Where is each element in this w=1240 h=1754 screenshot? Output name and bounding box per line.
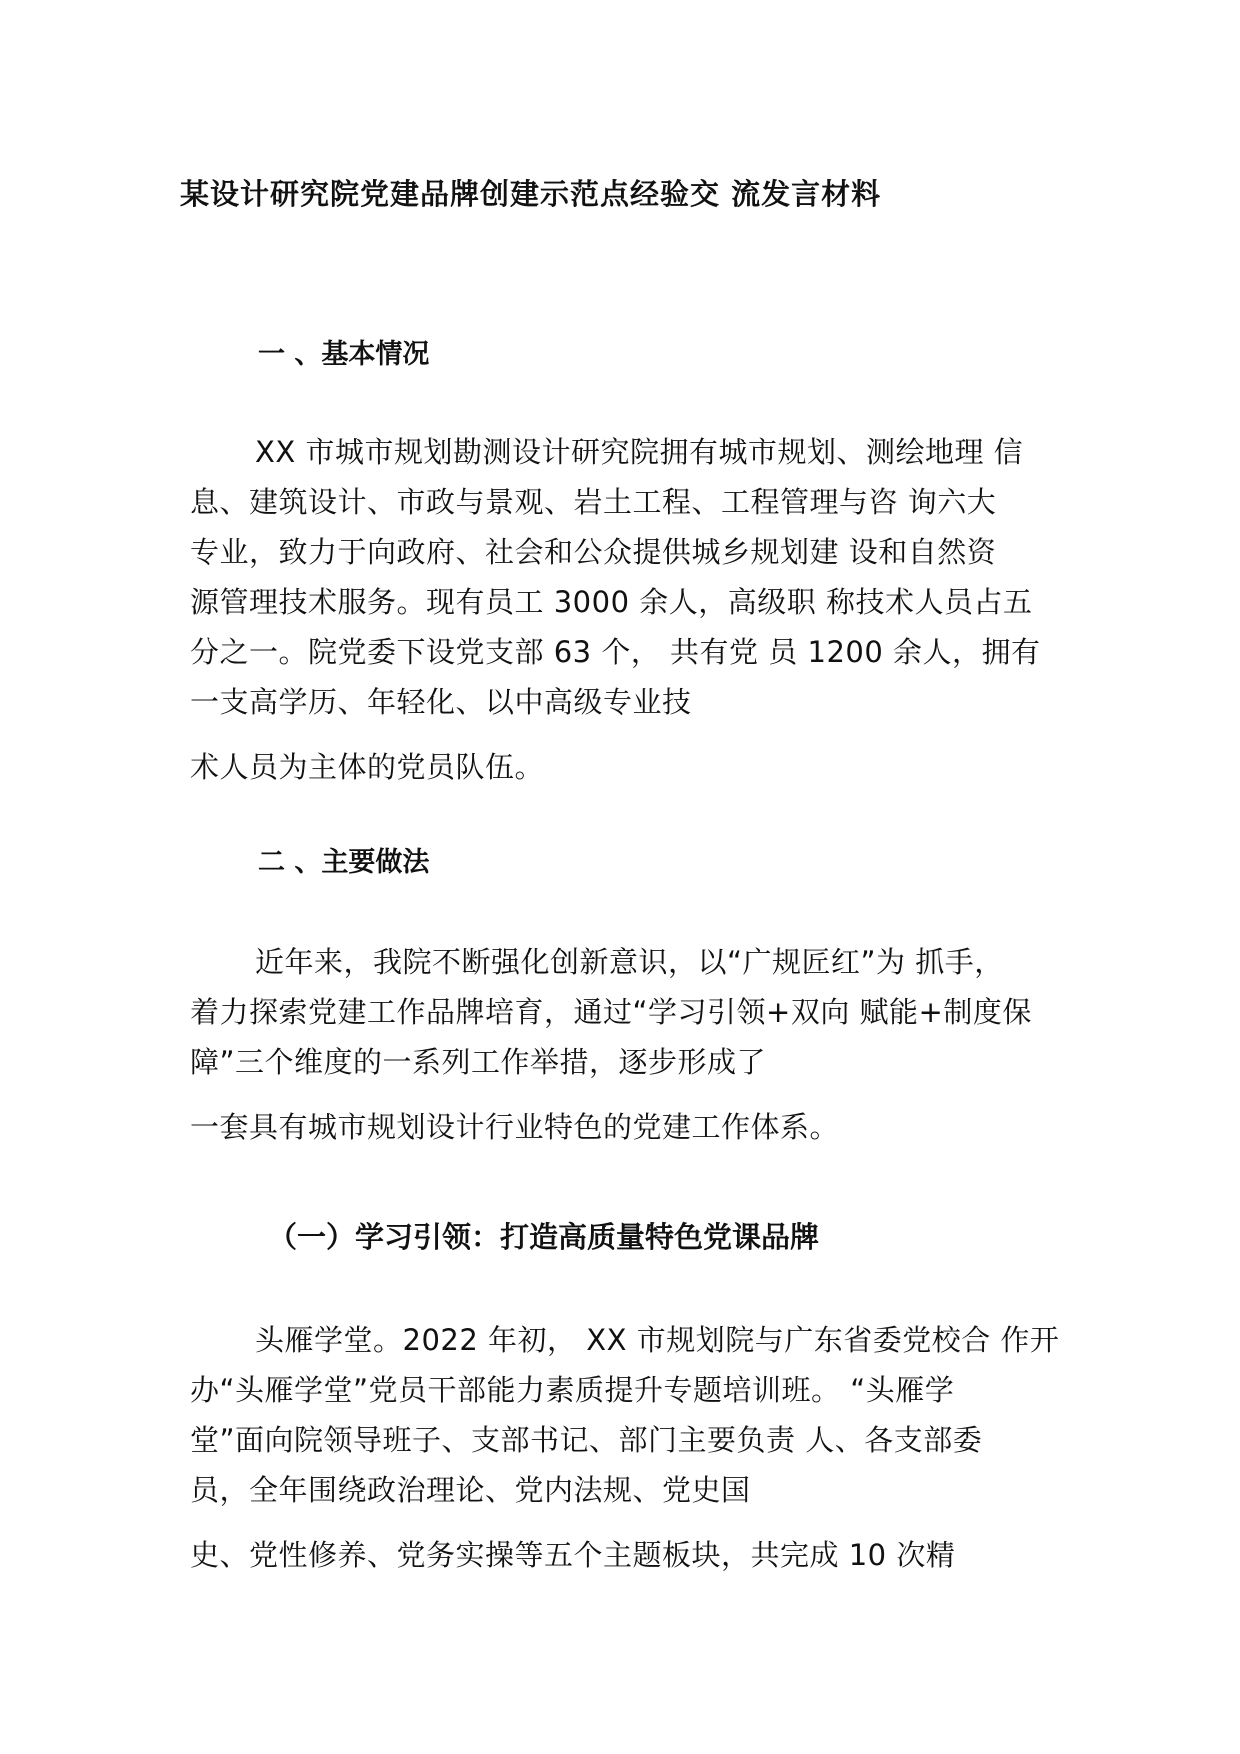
subsection1-heading: （一）学习引领：打造高质量特色党课品牌	[268, 1220, 820, 1254]
section2-line-3: 障”三个维度的一系列工作举措，逐步形成了	[190, 1045, 767, 1079]
section1-line-4: 源管理技术服务。现有员工 3000 余人，高级职 称技术人员占五	[190, 585, 1033, 619]
section2-line-4: 一套具有城市规划设计行业特色的党建工作体系。	[190, 1110, 840, 1144]
subsection1-line-2: 办“头雁学堂”党员干部能力素质提升专题培训班。 “头雁学	[190, 1373, 955, 1407]
section1-line-7: 术人员为主体的党员队伍。	[190, 750, 545, 784]
section1-line-5: 分之一。院党委下设党支部 63 个， 共有党 员 1200 余人，拥有	[190, 635, 1041, 669]
section1-heading: 一 、基本情况	[258, 339, 430, 370]
section2-heading: 二 、主要做法	[258, 847, 430, 878]
subsection1-line-1: 头雁学堂。2022 年初， XX 市规划院与广东省委党校合 作开	[255, 1323, 1060, 1357]
document-title: 某设计研究院党建品牌创建示范点经验交 流发言材料	[180, 177, 882, 211]
section1-line-3: 专业，致力于向政府、社会和公众提供城乡规划建 设和自然资	[190, 535, 997, 569]
section1-line-6: 一支高学历、年轻化、以中高级专业技	[190, 685, 692, 719]
section1-line-1: XX 市城市规划勘测设计研究院拥有城市规划、测绘地理 信	[255, 435, 1024, 469]
subsection1-line-4: 员，全年围绕政治理论、党内法规、党史国	[190, 1473, 751, 1507]
section1-line-2: 息、建筑设计、市政与景观、岩土工程、工程管理与咨 询六大	[190, 485, 997, 519]
section2-line-2: 着力探索党建工作品牌培育，通过“学习引领+双向 赋能+制度保	[190, 995, 1032, 1029]
subsection1-line-3: 堂”面向院领导班子、支部书记、部门主要负责 人、各支部委	[190, 1423, 983, 1457]
subsection1-line-5: 史、党性修养、党务实操等五个主题板块，共完成 10 次精	[190, 1538, 956, 1572]
section2-line-1: 近年来，我院不断强化创新意识，以“广规匠红”为 抓手，	[255, 945, 1004, 979]
